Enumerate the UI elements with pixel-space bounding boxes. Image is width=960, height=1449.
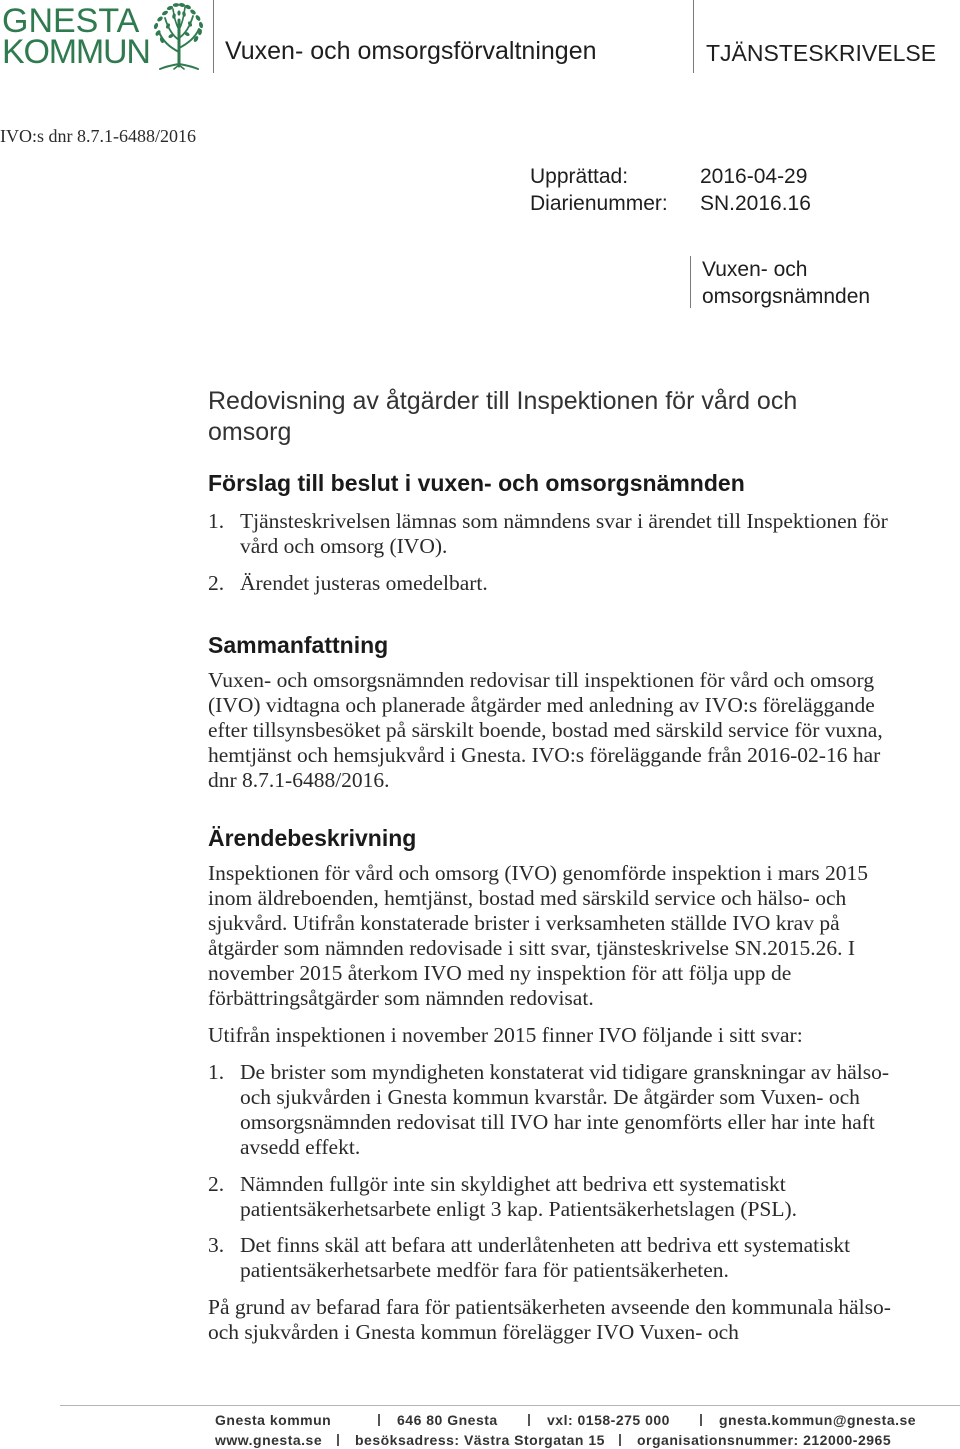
ivo-reference: IVO:s dnr 8.7.1-6488/2016: [0, 126, 196, 146]
description-heading: Ärendebeskrivning: [208, 825, 417, 851]
recipient-line: Vuxen- och: [702, 258, 808, 281]
proposal-item: [240, 571, 488, 596]
list-item-line: Det finns skäl att befara att underlåtenheten att bedriva ett systematiskt: [240, 1233, 851, 1257]
logo-line-kommun: KOMMUN: [2, 33, 150, 71]
footer-organization: Gnesta kommun: [215, 1412, 332, 1428]
paragraph-line: och sjukvården i Gnesta kommun förelägger IVO Vuxen- och: [208, 1320, 739, 1344]
recipient-divider: [690, 256, 691, 308]
document-type: TJÄNSTESKRIVELSE: [706, 40, 937, 66]
recipient-line: omsorgsnämnden: [702, 285, 871, 308]
proposal-heading: Förslag till beslut i vuxen- och omsorgsnämnden: [208, 470, 745, 496]
footer-separator: [337, 1434, 339, 1446]
department-name: Vuxen- och omsorgsförvaltningen: [225, 37, 597, 65]
established-date: 2016-04-29: [700, 165, 808, 188]
document-title: Redovisning av åtgärder till Inspektionen för vård och: [208, 387, 798, 415]
proposal-item: [240, 509, 888, 559]
list-number: 1.: [208, 509, 225, 533]
list-number: 2.: [208, 571, 225, 595]
paragraph-line: åtgärder som nämnden redovisade i sitt svar, tjänsteskrivelse SN.2015.26. I: [208, 936, 855, 960]
footer-website: www.gnesta.se: [215, 1432, 323, 1448]
list-item-line: och sjukvården i Gnesta kommun kvarstår. De åtgärder som Vuxen- och: [240, 1085, 860, 1109]
findings-intro: Utifrån inspektionen i november 2015 finner IVO följande i sitt svar:: [208, 1023, 803, 1047]
established-label: Upprättad:: [530, 165, 629, 188]
footer-separator: [378, 1414, 380, 1426]
footer-phone: vxl: 0158-275 000: [547, 1412, 670, 1428]
document-title: omsorg: [208, 418, 292, 446]
finding-item: [240, 1233, 850, 1283]
list-item-line: vård och omsorg (IVO).: [240, 534, 448, 558]
footer-separator: [619, 1434, 621, 1446]
list-number: 1.: [208, 1060, 225, 1084]
footer-visiting-address: besöksadress: Västra Storgatan 15: [355, 1432, 605, 1448]
diary-number-label: Diarienummer:: [530, 192, 668, 215]
paragraph-line: sjukvård. Utifrån konstaterade brister i verksamheten ställde IVO krav på: [208, 911, 840, 935]
list-number: 2.: [208, 1172, 225, 1196]
summary-paragraph: [208, 668, 883, 793]
list-item-line: Tjänsteskrivelsen lämnas som nämndens svar i ärendet till Inspektionen för: [240, 509, 888, 533]
paragraph-line: förbättringsåtgärder som nämnden redovisat.: [208, 986, 594, 1010]
logo-line-gnesta: GNESTA: [2, 2, 140, 40]
footer-separator: [528, 1414, 530, 1426]
paragraph-line: hemtjänst och hemsjukvård i Gnesta. IVO:s föreläggande från 2016-02-16 har: [208, 743, 881, 767]
list-number: 3.: [208, 1233, 225, 1257]
header-divider: [213, 0, 214, 73]
list-item-line: Nämnden fullgör inte sin skyldighet att bedriva ett systematiskt: [240, 1172, 786, 1196]
footer-separator: [700, 1414, 702, 1426]
list-item-line: De brister som myndigheten konstaterat vid tidigare granskningar av hälso-: [240, 1060, 890, 1084]
paragraph-line: (IVO) vidtagna och planerade åtgärder med anledning av IVO:s föreläggande: [208, 693, 875, 717]
diary-number: SN.2016.16: [700, 192, 811, 215]
list-item-line: Ärendet justeras omedelbart.: [240, 571, 488, 595]
finding-item: [240, 1060, 889, 1160]
summary-heading: Sammanfattning: [208, 632, 389, 658]
paragraph-line: november 2015 återkom IVO med ny inspektion för att följa upp de: [208, 961, 792, 985]
footer-divider: [60, 1405, 960, 1406]
list-item-line: patientsäkerhetsarbete medför fara för patientsäkerheten.: [240, 1258, 729, 1282]
paragraph-line: inom äldreboenden, hemtjänst, bostad med särskild service och hälso- och: [208, 886, 847, 910]
finding-item: [240, 1172, 797, 1222]
footer-email: gnesta.kommun@gnesta.se: [719, 1412, 917, 1428]
closing-paragraph: [208, 1295, 891, 1345]
paragraph-line: efter tillsynsbesöket på särskilt boende, bostad med särskild service för vuxna,: [208, 718, 883, 742]
list-item-line: avsedd effekt.: [240, 1135, 361, 1159]
footer-org-number: organisationsnummer: 212000-2965: [637, 1432, 892, 1448]
paragraph-line: dnr 8.7.1-6488/2016.: [208, 768, 390, 792]
footer-postal-address: 646 80 Gnesta: [397, 1412, 498, 1428]
paragraph-line: På grund av befarad fara för patientsäkerheten avseende den kommunala hälso-: [208, 1295, 891, 1319]
description-paragraph: [208, 861, 868, 1011]
list-item-line: omsorgsnämnden redovisat till IVO har inte genomförts eller har inte haft: [240, 1110, 875, 1134]
paragraph-line: Vuxen- och omsorgsnämnden redovisar till inspektionen för vård och omsorg: [208, 668, 875, 692]
list-item-line: patientsäkerhetsarbete enligt 3 kap. Patientsäkerhetslagen (PSL).: [240, 1197, 798, 1221]
paragraph-line: Inspektionen för vård och omsorg (IVO) genomförde inspektion i mars 2015: [208, 861, 868, 885]
header-divider: [693, 0, 694, 73]
tree-icon: [151, 2, 207, 70]
